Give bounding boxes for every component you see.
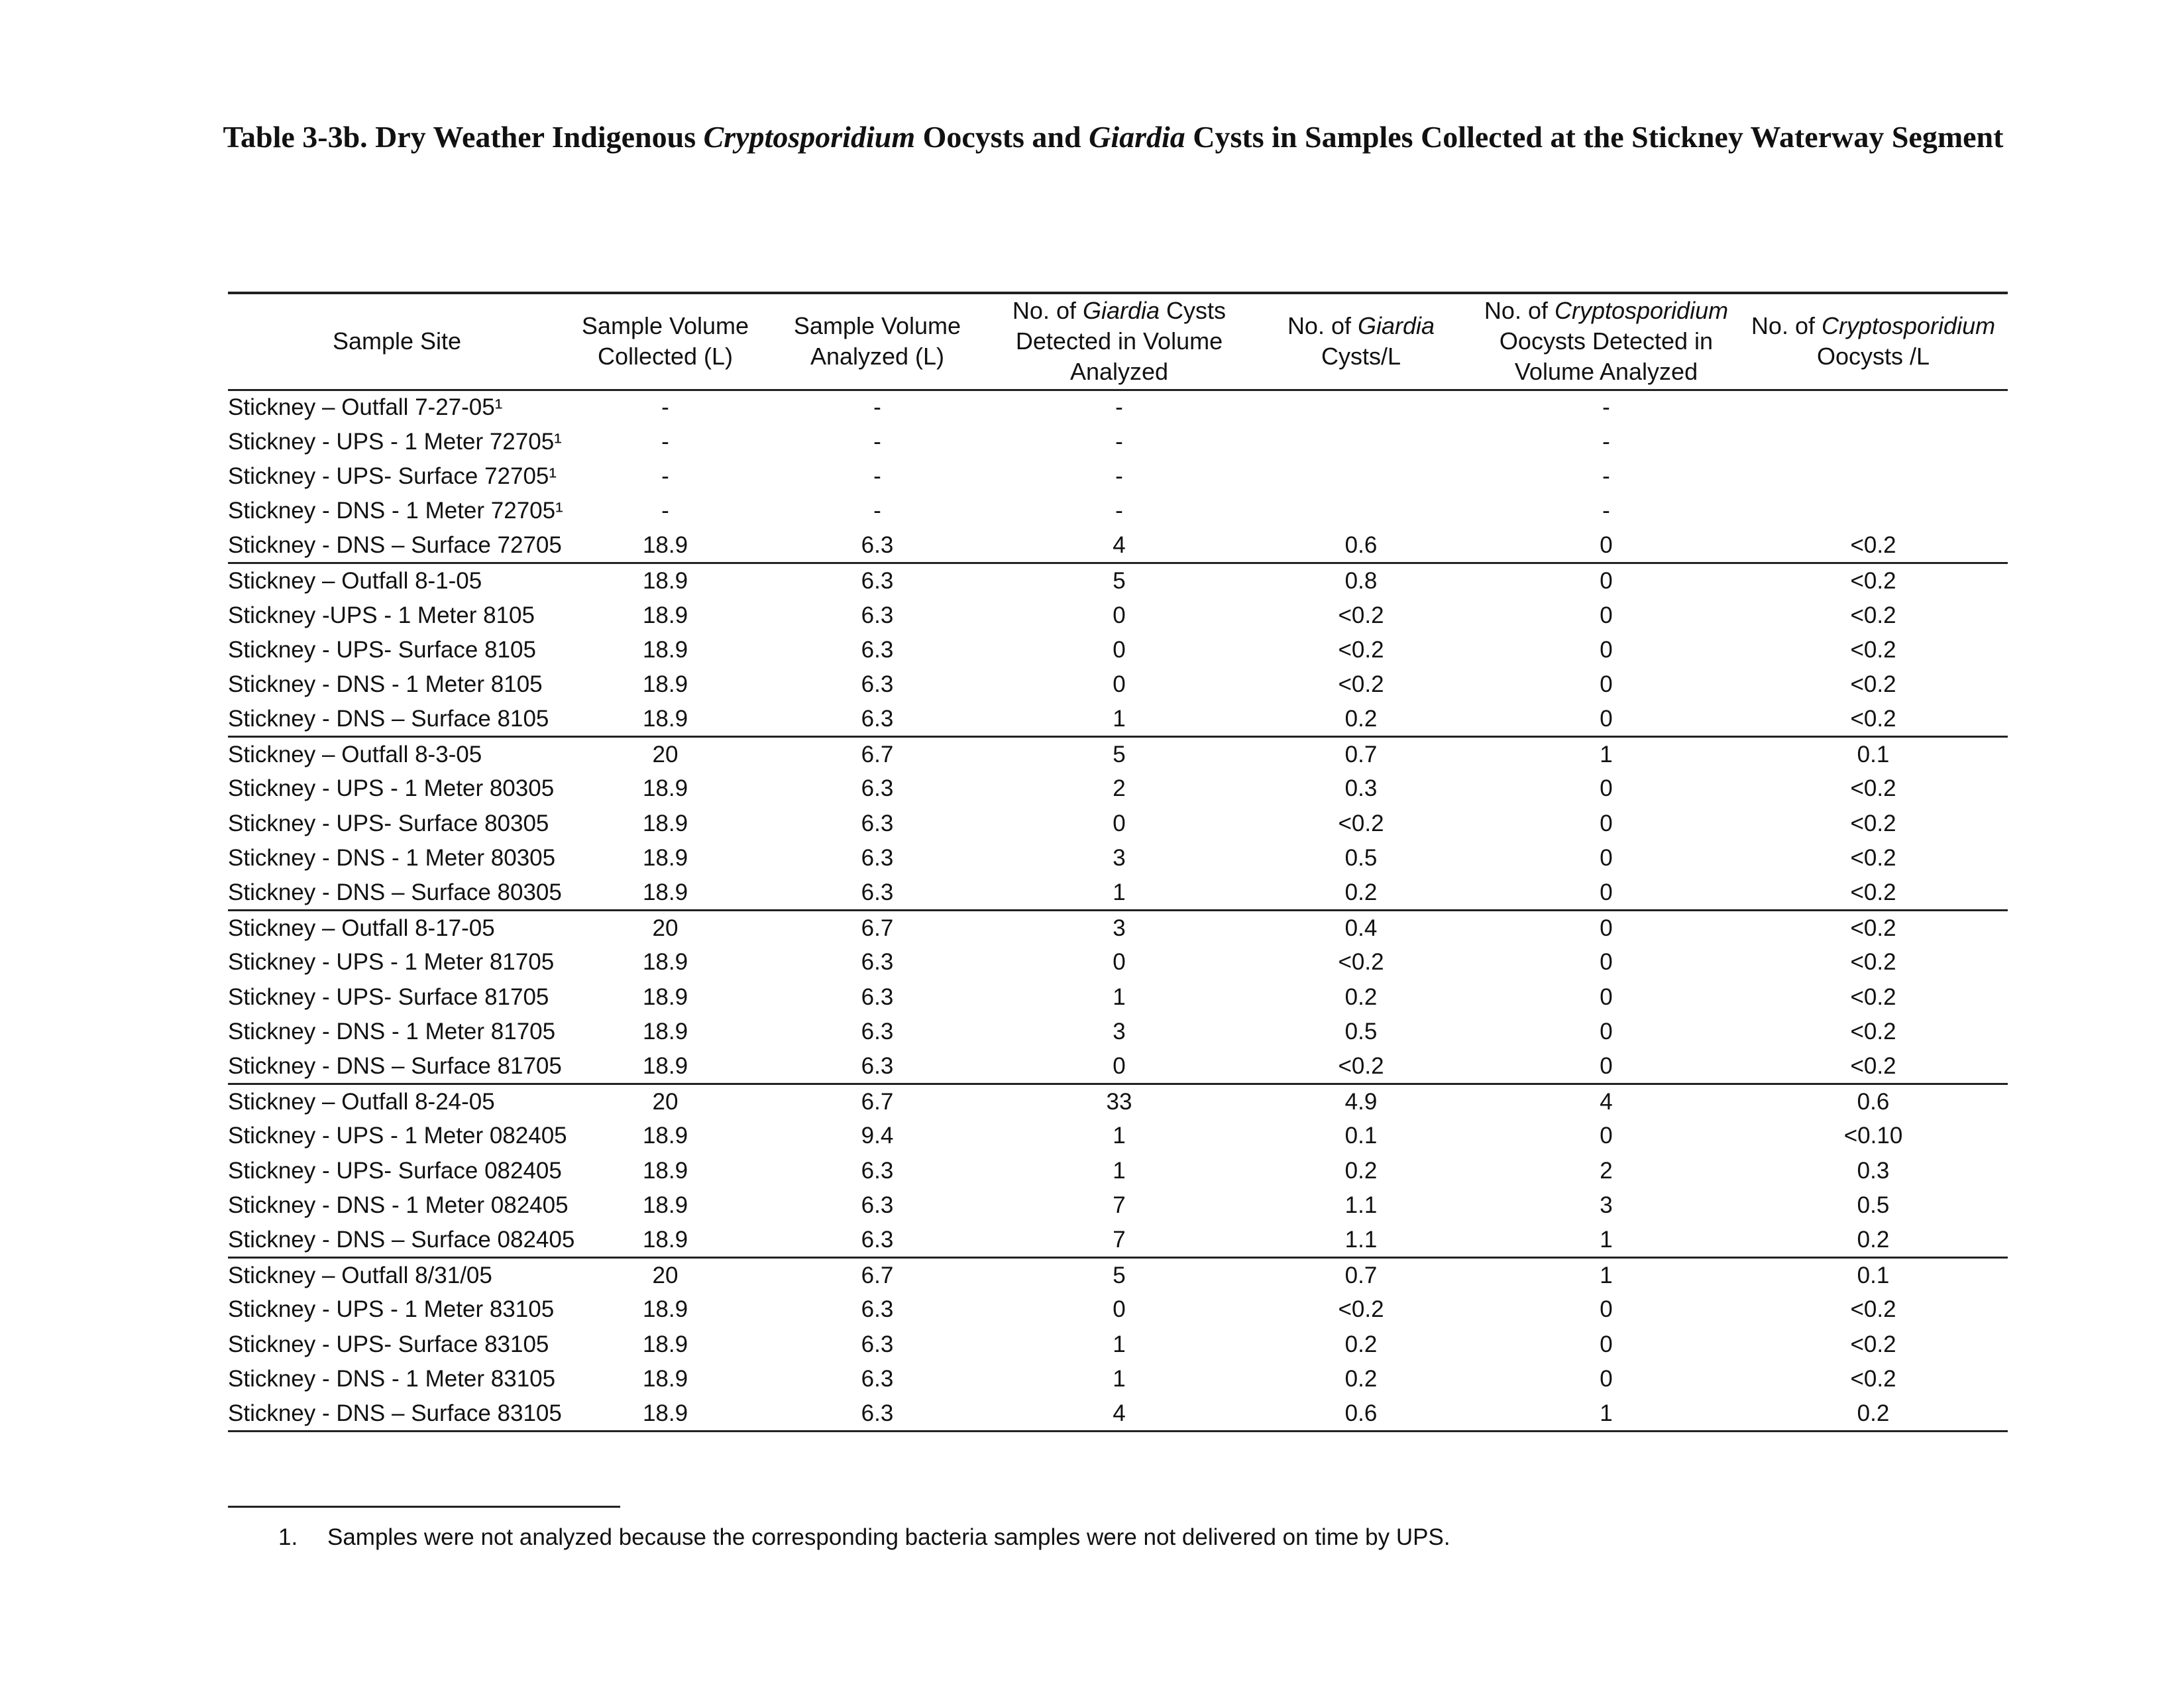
crypto-detected-cell: 0 [1600, 1366, 1613, 1392]
volume-collected-cell: 18.9 [642, 1157, 688, 1184]
table-row [228, 667, 2008, 702]
giardia-per-l-cell: <0.2 [1338, 810, 1384, 836]
site-cell: Stickney - DNS - 1 Meter 81705 [228, 1019, 556, 1045]
crypto-detected-cell: 0 [1600, 567, 1613, 594]
crypto-per-l-cell: <0.2 [1850, 1019, 1896, 1045]
crypto-per-l-cell: <0.2 [1850, 775, 1896, 802]
site-cell: Stickney – Outfall 8-3-05 [228, 741, 482, 767]
site-cell: Stickney – Outfall 8-1-05 [228, 567, 482, 594]
table-row [228, 1015, 2008, 1049]
crypto-per-l-cell: <0.2 [1850, 636, 1896, 663]
crypto-detected-cell: 2 [1600, 1157, 1613, 1184]
crypto-per-l-cell: <0.2 [1850, 949, 1896, 976]
giardia-detected-cell: 1 [1113, 1331, 1126, 1357]
site-cell: Stickney - DNS - 1 Meter 082405 [228, 1192, 569, 1219]
giardia-per-l-cell: 0.7 [1344, 741, 1378, 767]
volume-collected-cell: 18.9 [566, 703, 765, 737]
crypto-detected-cell: 0 [1600, 1296, 1613, 1323]
volume-collected-cell: 18.9 [642, 775, 688, 802]
site-cell: Stickney - DNS – Surface 72705 [228, 529, 566, 563]
site-cell: Stickney - DNS - 1 Meter 8105 [228, 671, 543, 698]
giardia-detected-cell: 4 [990, 1396, 1248, 1431]
site-cell: Stickney - UPS - 1 Meter 082405 [228, 1123, 567, 1149]
site-cell: Stickney - UPS - 1 Meter 80305 [228, 775, 555, 802]
crypto-per-l-cell: <0.2 [1850, 915, 1896, 941]
table-row [228, 459, 2008, 494]
volume-analyzed-cell: 6.7 [861, 1262, 894, 1288]
table-row [228, 841, 2008, 875]
giardia-per-l-cell: 0.6 [1248, 529, 1474, 563]
giardia-per-l-cell: 0.4 [1344, 915, 1378, 941]
giardia-detected-cell: 0 [990, 1049, 1248, 1084]
volume-analyzed-cell: 6.3 [861, 775, 894, 802]
table-row [228, 807, 2008, 841]
site-cell: Stickney – Outfall 7-27-05¹ [228, 394, 503, 420]
table-row [228, 980, 2008, 1015]
volume-collected-cell: 18.9 [642, 1123, 688, 1149]
volume-collected-cell: 18.9 [642, 671, 688, 698]
crypto-detected-cell: 0 [1600, 984, 1613, 1010]
table-row [228, 771, 2008, 806]
volume-analyzed-cell: - [873, 498, 881, 524]
crypto-per-l-cell: 0.2 [1739, 1396, 2008, 1431]
volume-analyzed-cell: 6.7 [861, 915, 894, 941]
giardia-detected-cell: 0 [1113, 810, 1126, 836]
crypto-detected-cell: 0 [1474, 1049, 1739, 1084]
crypto-per-l-cell: <0.2 [1739, 703, 2008, 737]
table-row [228, 911, 2008, 945]
table-row [228, 1327, 2008, 1362]
giardia-detected-cell: 7 [990, 1223, 1248, 1257]
crypto-per-l-cell: 0.5 [1857, 1192, 1890, 1219]
table-row [228, 1049, 2008, 1084]
table-title: Table 3-3b. Dry Weather Indigenous Cryptosporidium Oocysts and Giardia Cysts in Samples Collected at the Stickney Waterway Segment [223, 120, 2004, 154]
giardia-per-l-cell: 0.5 [1344, 845, 1378, 872]
site-cell: Stickney - DNS – Surface 83105 [228, 1396, 566, 1431]
table-row [228, 1188, 2008, 1223]
crypto-per-l-cell [1739, 494, 2008, 528]
footnote-divider [228, 1506, 620, 1508]
giardia-detected-cell: 0 [1113, 1296, 1126, 1323]
crypto-per-l-cell [1739, 459, 2008, 494]
volume-analyzed-cell: 6.3 [861, 845, 894, 872]
giardia-detected-cell: 1 [1113, 1123, 1126, 1149]
table-row [228, 390, 2008, 424]
giardia-per-l-cell: 0.2 [1344, 984, 1378, 1010]
footnote-text: Samples were not analyzed because the corresponding bacteria samples were not delivered on time by UPS. [327, 1524, 1450, 1550]
volume-analyzed-cell: 6.3 [765, 1223, 990, 1257]
volume-collected-cell: 20 [652, 741, 679, 767]
volume-collected-cell: 20 [652, 1088, 679, 1115]
volume-collected-cell: - [661, 498, 669, 524]
table-row [228, 737, 2008, 771]
giardia-detected-cell: 4 [990, 529, 1248, 563]
table-row [228, 494, 2008, 528]
table-body [228, 390, 2008, 1432]
giardia-per-l-cell: 0.2 [1248, 703, 1474, 737]
volume-collected-cell: 20 [652, 915, 679, 941]
site-cell: Stickney - UPS - 1 Meter 83105 [228, 1296, 555, 1323]
volume-collected-cell: 18.9 [642, 1296, 688, 1323]
volume-collected-cell: 18.9 [642, 1019, 688, 1045]
site-cell: Stickney - DNS - 1 Meter 83105 [228, 1366, 556, 1392]
giardia-per-l-cell: 1.1 [1248, 1223, 1474, 1257]
crypto-per-l-cell: <0.2 [1850, 1366, 1896, 1392]
giardia-detected-cell: 0 [1113, 949, 1126, 976]
volume-collected-cell: - [661, 428, 669, 455]
giardia-per-l-cell: 1.1 [1344, 1192, 1378, 1219]
site-cell: Stickney - UPS- Surface 83105 [228, 1331, 549, 1357]
giardia-detected-cell: 3 [1113, 915, 1126, 941]
volume-collected-cell: 18.9 [566, 529, 765, 563]
table-row [228, 875, 2008, 910]
crypto-per-l-cell: 0.1 [1857, 1262, 1890, 1288]
giardia-per-l-cell: 0.8 [1344, 567, 1378, 594]
giardia-detected-cell: 1 [1113, 1366, 1126, 1392]
crypto-detected-cell: - [1602, 428, 1610, 455]
volume-collected-cell: 18.9 [566, 1049, 765, 1084]
volume-collected-cell: 18.9 [642, 949, 688, 976]
table-row [228, 1084, 2008, 1119]
crypto-per-l-cell: <0.2 [1850, 810, 1896, 836]
crypto-detected-cell: 1 [1474, 1396, 1739, 1431]
giardia-detected-cell: 1 [990, 875, 1248, 910]
volume-analyzed-cell: 6.3 [861, 1366, 894, 1392]
crypto-detected-cell: 3 [1600, 1192, 1613, 1219]
giardia-detected-cell: 3 [1113, 1019, 1126, 1045]
volume-collected-cell: 18.9 [642, 602, 688, 628]
crypto-detected-cell: - [1602, 394, 1610, 420]
volume-collected-cell: 18.9 [642, 567, 688, 594]
crypto-per-l-cell: <0.2 [1739, 875, 2008, 910]
site-cell: Stickney - DNS – Surface 80305 [228, 875, 566, 910]
volume-analyzed-cell: 6.3 [861, 602, 894, 628]
site-cell: Stickney - DNS - 1 Meter 80305 [228, 845, 556, 872]
crypto-detected-cell: 0 [1474, 703, 1739, 737]
volume-analyzed-cell: 6.3 [765, 875, 990, 910]
volume-collected-cell: 18.9 [642, 845, 688, 872]
volume-analyzed-cell: 6.3 [861, 1019, 894, 1045]
crypto-per-l-cell: 0.2 [1739, 1223, 2008, 1257]
giardia-detected-cell: 0 [1113, 602, 1126, 628]
volume-collected-cell: 18.9 [642, 1366, 688, 1392]
header-volume-collected: Sample Volume Collected (L) [581, 312, 749, 370]
volume-collected-cell: - [661, 463, 669, 489]
site-cell: Stickney - DNS - 1 Meter 72705¹ [228, 498, 563, 524]
crypto-per-l-cell: <0.2 [1850, 671, 1896, 698]
giardia-detected-cell: 5 [1113, 741, 1126, 767]
crypto-detected-cell: 0 [1600, 915, 1613, 941]
table-row [228, 529, 2008, 563]
crypto-detected-cell: 1 [1600, 1262, 1613, 1288]
volume-collected-cell: 18.9 [642, 1192, 688, 1219]
volume-analyzed-cell: 6.3 [861, 1296, 894, 1323]
site-cell: Stickney – Outfall 8/31/05 [228, 1262, 492, 1288]
table-row [228, 1292, 2008, 1327]
crypto-per-l-cell: <0.10 [1843, 1123, 1903, 1149]
header-giardia-per-l: No. of Giardia Cysts/L [1287, 312, 1435, 370]
table-row [228, 945, 2008, 980]
table-row [228, 1223, 2008, 1257]
crypto-detected-cell: 0 [1600, 1331, 1613, 1357]
footnote [278, 1524, 1450, 1551]
volume-analyzed-cell: - [873, 463, 881, 489]
giardia-per-l-cell: <0.2 [1338, 671, 1384, 698]
giardia-detected-cell: - [1115, 394, 1123, 420]
giardia-per-l-cell: 0.3 [1344, 775, 1378, 802]
header-crypto-detected: No. of Cryptosporidium Oocysts Detected in Volume Analyzed [1484, 297, 1729, 386]
site-cell: Stickney – Outfall 8-24-05 [228, 1088, 495, 1115]
giardia-detected-cell: - [1115, 428, 1123, 455]
site-cell: Stickney - DNS – Surface 81705 [228, 1049, 566, 1084]
volume-analyzed-cell: 6.3 [861, 1331, 894, 1357]
giardia-per-l-cell: 0.1 [1344, 1123, 1378, 1149]
volume-collected-cell: 18.9 [566, 1223, 765, 1257]
giardia-per-l-cell: 4.9 [1344, 1088, 1378, 1115]
giardia-detected-cell: - [1115, 498, 1123, 524]
table-row [228, 563, 2008, 598]
giardia-per-l-cell: 0.2 [1248, 875, 1474, 910]
crypto-per-l-cell: <0.2 [1850, 984, 1896, 1010]
crypto-detected-cell: 1 [1474, 1223, 1739, 1257]
crypto-per-l-cell: 0.1 [1857, 741, 1890, 767]
volume-collected-cell: 18.9 [566, 875, 765, 910]
crypto-detected-cell: - [1602, 498, 1610, 524]
giardia-detected-cell: 1 [990, 703, 1248, 737]
crypto-per-l-cell: <0.2 [1850, 845, 1896, 872]
giardia-per-l-cell: 0.2 [1344, 1366, 1378, 1392]
header-crypto-per-l: No. of Cryptosporidium Oocysts /L [1751, 312, 1996, 370]
volume-analyzed-cell: 6.3 [765, 1396, 990, 1431]
giardia-detected-cell: 5 [1113, 1262, 1126, 1288]
volume-analyzed-cell: 6.3 [765, 1049, 990, 1084]
volume-collected-cell: 20 [652, 1262, 679, 1288]
site-cell: Stickney - UPS- Surface 80305 [228, 810, 549, 836]
giardia-detected-cell: 2 [1113, 775, 1126, 802]
giardia-per-l-cell [1248, 494, 1474, 528]
crypto-per-l-cell: 0.3 [1857, 1157, 1890, 1184]
data-table [228, 292, 2008, 1432]
giardia-detected-cell: 3 [1113, 845, 1126, 872]
site-cell: Stickney - DNS – Surface 082405 [228, 1223, 566, 1257]
giardia-detected-cell: - [1115, 463, 1123, 489]
crypto-detected-cell: 0 [1600, 1123, 1613, 1149]
crypto-detected-cell: 0 [1600, 810, 1613, 836]
crypto-per-l-cell: <0.2 [1739, 529, 2008, 563]
crypto-detected-cell: 0 [1600, 671, 1613, 698]
table-row [228, 633, 2008, 667]
giardia-per-l-cell [1248, 390, 1474, 424]
crypto-detected-cell: 0 [1600, 845, 1613, 872]
volume-analyzed-cell: 6.7 [861, 1088, 894, 1115]
table-row [228, 1154, 2008, 1188]
giardia-detected-cell: 1 [1113, 984, 1126, 1010]
giardia-detected-cell: 7 [1113, 1192, 1126, 1219]
table-row [228, 1396, 2008, 1431]
crypto-per-l-cell: 0.6 [1857, 1088, 1890, 1115]
volume-collected-cell: 18.9 [642, 810, 688, 836]
giardia-detected-cell: 5 [1113, 567, 1126, 594]
volume-analyzed-cell: 6.3 [861, 567, 894, 594]
crypto-per-l-cell: <0.2 [1850, 1331, 1896, 1357]
volume-analyzed-cell: 6.3 [861, 1157, 894, 1184]
giardia-per-l-cell: <0.2 [1338, 636, 1384, 663]
giardia-detected-cell: 1 [1113, 1157, 1126, 1184]
volume-collected-cell: 18.9 [642, 1331, 688, 1357]
crypto-detected-cell: 0 [1474, 529, 1739, 563]
table-row [228, 598, 2008, 632]
volume-analyzed-cell: 6.3 [861, 671, 894, 698]
site-cell: Stickney - UPS- Surface 8105 [228, 636, 536, 663]
table-row [228, 1258, 2008, 1292]
crypto-detected-cell: 0 [1474, 875, 1739, 910]
giardia-detected-cell: 0 [1113, 671, 1126, 698]
table-row [228, 1362, 2008, 1396]
site-cell: Stickney - DNS – Surface 8105 [228, 703, 566, 737]
giardia-per-l-cell: 0.2 [1344, 1331, 1378, 1357]
footnote-number: 1. [278, 1524, 298, 1550]
giardia-per-l-cell: 0.5 [1344, 1019, 1378, 1045]
table-header [228, 293, 2008, 390]
volume-analyzed-cell: 9.4 [861, 1123, 894, 1149]
site-cell: Stickney – Outfall 8-17-05 [228, 915, 495, 941]
volume-analyzed-cell: 6.3 [861, 984, 894, 1010]
site-cell: Stickney - UPS- Surface 81705 [228, 984, 549, 1010]
table-row [228, 703, 2008, 737]
giardia-per-l-cell: <0.2 [1248, 1049, 1474, 1084]
crypto-per-l-cell [1739, 390, 2008, 424]
crypto-detected-cell: 0 [1600, 949, 1613, 976]
volume-collected-cell: - [661, 394, 669, 420]
volume-collected-cell: 18.9 [642, 984, 688, 1010]
giardia-per-l-cell: 0.2 [1344, 1157, 1378, 1184]
giardia-per-l-cell: <0.2 [1338, 949, 1384, 976]
crypto-detected-cell: - [1602, 463, 1610, 489]
giardia-per-l-cell: 0.6 [1248, 1396, 1474, 1431]
giardia-per-l-cell: <0.2 [1338, 1296, 1384, 1323]
crypto-detected-cell: 1 [1600, 741, 1613, 767]
header-sample-site: Sample Site [332, 327, 462, 355]
crypto-per-l-cell: <0.2 [1850, 567, 1896, 594]
crypto-detected-cell: 0 [1600, 1019, 1613, 1045]
crypto-detected-cell: 4 [1600, 1088, 1613, 1115]
volume-collected-cell: 18.9 [566, 1396, 765, 1431]
site-cell: Stickney - UPS- Surface 72705¹ [228, 463, 557, 489]
crypto-detected-cell: 0 [1600, 602, 1613, 628]
crypto-detected-cell: 0 [1600, 636, 1613, 663]
volume-analyzed-cell: 6.3 [861, 1192, 894, 1219]
site-cell: Stickney - UPS - 1 Meter 81705 [228, 949, 555, 976]
volume-analyzed-cell: 6.3 [861, 810, 894, 836]
volume-analyzed-cell: 6.3 [765, 703, 990, 737]
site-cell: Stickney - UPS- Surface 082405 [228, 1157, 562, 1184]
volume-collected-cell: 18.9 [642, 636, 688, 663]
site-cell: Stickney -UPS - 1 Meter 8105 [228, 602, 535, 628]
crypto-per-l-cell: <0.2 [1850, 1296, 1896, 1323]
crypto-per-l-cell [1739, 424, 2008, 459]
site-cell: Stickney - UPS - 1 Meter 72705¹ [228, 428, 562, 455]
giardia-per-l-cell [1248, 424, 1474, 459]
giardia-detected-cell: 33 [1106, 1088, 1132, 1115]
volume-analyzed-cell: 6.3 [861, 636, 894, 663]
crypto-per-l-cell: <0.2 [1850, 602, 1896, 628]
crypto-detected-cell: 0 [1600, 775, 1613, 802]
volume-analyzed-cell: - [873, 428, 881, 455]
table-row [228, 1119, 2008, 1153]
header-giardia-detected: No. of Giardia Cysts Detected in Volume Analyzed [1012, 297, 1227, 386]
volume-analyzed-cell: 6.7 [861, 741, 894, 767]
header-volume-analyzed: Sample Volume Analyzed (L) [793, 312, 961, 370]
table-row [228, 424, 2008, 459]
volume-analyzed-cell: - [873, 394, 881, 420]
volume-analyzed-cell: 6.3 [765, 529, 990, 563]
giardia-per-l-cell: 0.7 [1344, 1262, 1378, 1288]
giardia-per-l-cell: <0.2 [1338, 602, 1384, 628]
volume-analyzed-cell: 6.3 [861, 949, 894, 976]
giardia-detected-cell: 0 [1113, 636, 1126, 663]
crypto-per-l-cell: <0.2 [1739, 1049, 2008, 1084]
giardia-per-l-cell [1248, 459, 1474, 494]
